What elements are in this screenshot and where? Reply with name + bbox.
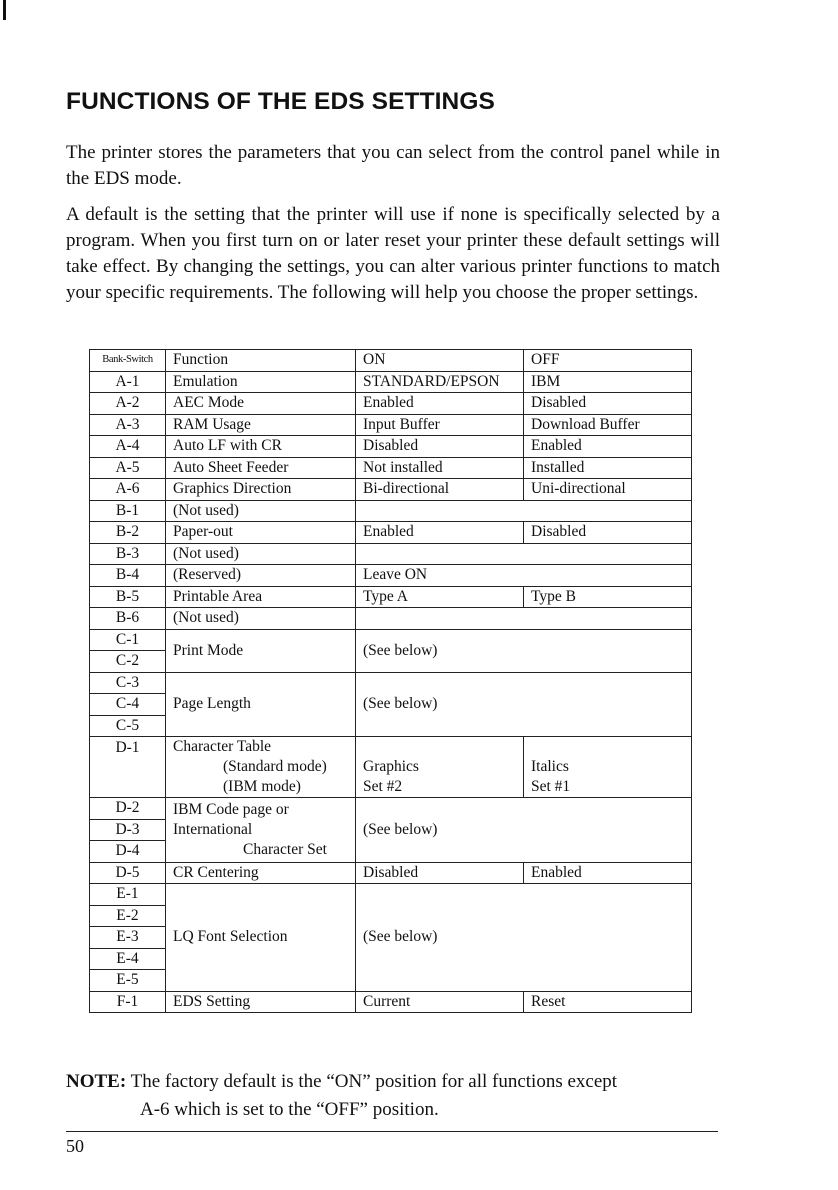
on-cell: STANDARD/EPSON bbox=[356, 371, 524, 393]
bank-switch-cell: A-5 bbox=[90, 457, 166, 479]
off-cell: Enabled bbox=[524, 862, 692, 884]
off-line: Set #1 bbox=[531, 778, 571, 795]
footer-rule bbox=[66, 1131, 718, 1132]
on-cell: Input Buffer bbox=[356, 414, 524, 436]
note-line-1: The factory default is the “ON” position for all functions except bbox=[130, 1071, 618, 1092]
bank-switch-cell: D-5 bbox=[90, 862, 166, 884]
function-cell: (Not used) bbox=[166, 500, 356, 522]
function-line: International bbox=[173, 820, 253, 838]
on-cell: Bi-directional bbox=[356, 479, 524, 501]
bank-switch-cell: E-4 bbox=[90, 948, 166, 970]
table-row bbox=[90, 586, 692, 608]
off-cell: Installed bbox=[524, 457, 692, 479]
bank-switch-cell: B-2 bbox=[90, 522, 166, 544]
function-cell: (Not used) bbox=[166, 543, 356, 565]
bank-switch-cell: B-5 bbox=[90, 586, 166, 608]
on-line: Set #2 bbox=[363, 778, 403, 795]
table-row bbox=[90, 436, 692, 458]
bank-switch-cell: B-1 bbox=[90, 500, 166, 522]
function-cell: Graphics Direction bbox=[166, 479, 356, 501]
on-cell: Not installed bbox=[356, 457, 524, 479]
on-cell: (See below) bbox=[356, 884, 692, 992]
header-on: ON bbox=[356, 350, 524, 372]
off-cell: Disabled bbox=[524, 522, 692, 544]
on-cell: Type A bbox=[356, 586, 524, 608]
bank-switch-cell: E-3 bbox=[90, 927, 166, 949]
table-row bbox=[90, 500, 692, 522]
function-line: (Standard mode) bbox=[223, 758, 327, 775]
table-row bbox=[90, 543, 692, 565]
function-cell: LQ Font Selection bbox=[166, 884, 356, 992]
on-cell bbox=[356, 737, 524, 798]
table-row bbox=[90, 565, 692, 587]
table-row bbox=[90, 414, 692, 436]
table-row bbox=[90, 884, 692, 906]
header-off: OFF bbox=[524, 350, 692, 372]
function-line: Character Set bbox=[243, 840, 327, 858]
function-line: IBM Code page or bbox=[173, 800, 289, 818]
function-cell bbox=[166, 798, 356, 863]
setting-cell bbox=[356, 543, 692, 565]
note-line-2: A-6 which is set to the “OFF” position. bbox=[140, 1099, 439, 1120]
on-cell: (See below) bbox=[356, 672, 692, 737]
on-cell: Enabled bbox=[356, 522, 524, 544]
on-cell: Current bbox=[356, 991, 524, 1013]
bank-switch-cell: D-2 bbox=[90, 798, 166, 820]
bank-switch-cell: A-2 bbox=[90, 393, 166, 415]
page-number: 50 bbox=[66, 1136, 84, 1156]
function-cell: EDS Setting bbox=[166, 991, 356, 1013]
bank-switch-cell: D-1 bbox=[90, 737, 166, 798]
off-cell: Download Buffer bbox=[524, 414, 692, 436]
off-cell: IBM bbox=[524, 371, 692, 393]
on-line: Graphics bbox=[363, 758, 419, 775]
on-cell: Disabled bbox=[356, 862, 524, 884]
table-row bbox=[90, 991, 692, 1013]
page-title: FUNCTIONS OF THE EDS SETTINGS bbox=[66, 88, 495, 115]
bank-switch-cell: A-6 bbox=[90, 479, 166, 501]
table-row bbox=[90, 371, 692, 393]
factory-default-note bbox=[66, 1068, 726, 1124]
off-cell: Type B bbox=[524, 586, 692, 608]
bank-switch-cell: C-3 bbox=[90, 672, 166, 694]
function-cell: Printable Area bbox=[166, 586, 356, 608]
bank-switch-cell: D-3 bbox=[90, 819, 166, 841]
table-row bbox=[90, 608, 692, 630]
intro-paragraph: The printer stores the parameters that you can select from the control panel while in the EDS mode. bbox=[66, 142, 720, 189]
off-cell: Reset bbox=[524, 991, 692, 1013]
setting-cell bbox=[356, 500, 692, 522]
bank-switch-cell: E-2 bbox=[90, 905, 166, 927]
function-cell: (Not used) bbox=[166, 608, 356, 630]
bank-switch-cell: C-4 bbox=[90, 694, 166, 716]
bank-switch-cell: A-1 bbox=[90, 371, 166, 393]
function-cell bbox=[166, 737, 356, 798]
off-cell bbox=[524, 565, 692, 587]
off-cell: Uni-directional bbox=[524, 479, 692, 501]
bank-switch-cell: E-5 bbox=[90, 970, 166, 992]
function-line: (IBM mode) bbox=[223, 778, 301, 795]
off-cell: Enabled bbox=[524, 436, 692, 458]
bank-switch-cell: A-3 bbox=[90, 414, 166, 436]
header-bank-switch: Bank-Switch bbox=[90, 350, 166, 372]
table-row bbox=[90, 672, 692, 694]
scan-edge-mark bbox=[3, 0, 6, 20]
bank-switch-cell: D-4 bbox=[90, 841, 166, 863]
table-row bbox=[90, 737, 692, 798]
off-cell: Disabled bbox=[524, 393, 692, 415]
table-row bbox=[90, 393, 692, 415]
on-cell: (See below) bbox=[356, 798, 692, 863]
function-line: Character Table bbox=[173, 738, 272, 755]
table-row bbox=[90, 862, 692, 884]
table-header-row bbox=[90, 350, 692, 372]
table-row bbox=[90, 457, 692, 479]
bank-switch-cell: B-4 bbox=[90, 565, 166, 587]
on-cell: Disabled bbox=[356, 436, 524, 458]
function-cell: (Reserved) bbox=[166, 565, 356, 587]
on-cell: Leave ON bbox=[356, 565, 524, 587]
function-cell: Print Mode bbox=[166, 629, 356, 672]
function-cell: Paper-out bbox=[166, 522, 356, 544]
table-row bbox=[90, 522, 692, 544]
function-cell: Emulation bbox=[166, 371, 356, 393]
table-row bbox=[90, 629, 692, 651]
on-cell: Enabled bbox=[356, 393, 524, 415]
bank-switch-cell: F-1 bbox=[90, 991, 166, 1013]
setting-cell bbox=[356, 608, 692, 630]
bank-switch-cell: B-3 bbox=[90, 543, 166, 565]
bank-switch-cell: C-2 bbox=[90, 651, 166, 673]
on-cell: (See below) bbox=[356, 629, 692, 672]
bank-switch-cell: E-1 bbox=[90, 884, 166, 906]
function-cell: AEC Mode bbox=[166, 393, 356, 415]
off-cell bbox=[524, 737, 692, 798]
table-row bbox=[90, 798, 692, 820]
default-paragraph: A default is the setting that the printer will use if none is specifically selected by a program. When you first turn on or later reset your printer these default settings will take effect. By changing the settings, you can alter various printer functions to match your specific requirements. The following will help you choose the proper settings. bbox=[66, 204, 720, 303]
table-row bbox=[90, 479, 692, 501]
bank-switch-cell: A-4 bbox=[90, 436, 166, 458]
bank-switch-cell: C-5 bbox=[90, 715, 166, 737]
bank-switch-cell: C-1 bbox=[90, 629, 166, 651]
function-cell: RAM Usage bbox=[166, 414, 356, 436]
header-function: Function bbox=[166, 350, 356, 372]
function-cell: CR Centering bbox=[166, 862, 356, 884]
off-line: Italics bbox=[531, 758, 569, 775]
function-cell: Auto Sheet Feeder bbox=[166, 457, 356, 479]
bank-switch-cell: B-6 bbox=[90, 608, 166, 630]
eds-settings-table bbox=[89, 349, 692, 1013]
function-cell: Auto LF with CR bbox=[166, 436, 356, 458]
note-label: NOTE: bbox=[66, 1071, 127, 1092]
function-cell: Page Length bbox=[166, 672, 356, 737]
